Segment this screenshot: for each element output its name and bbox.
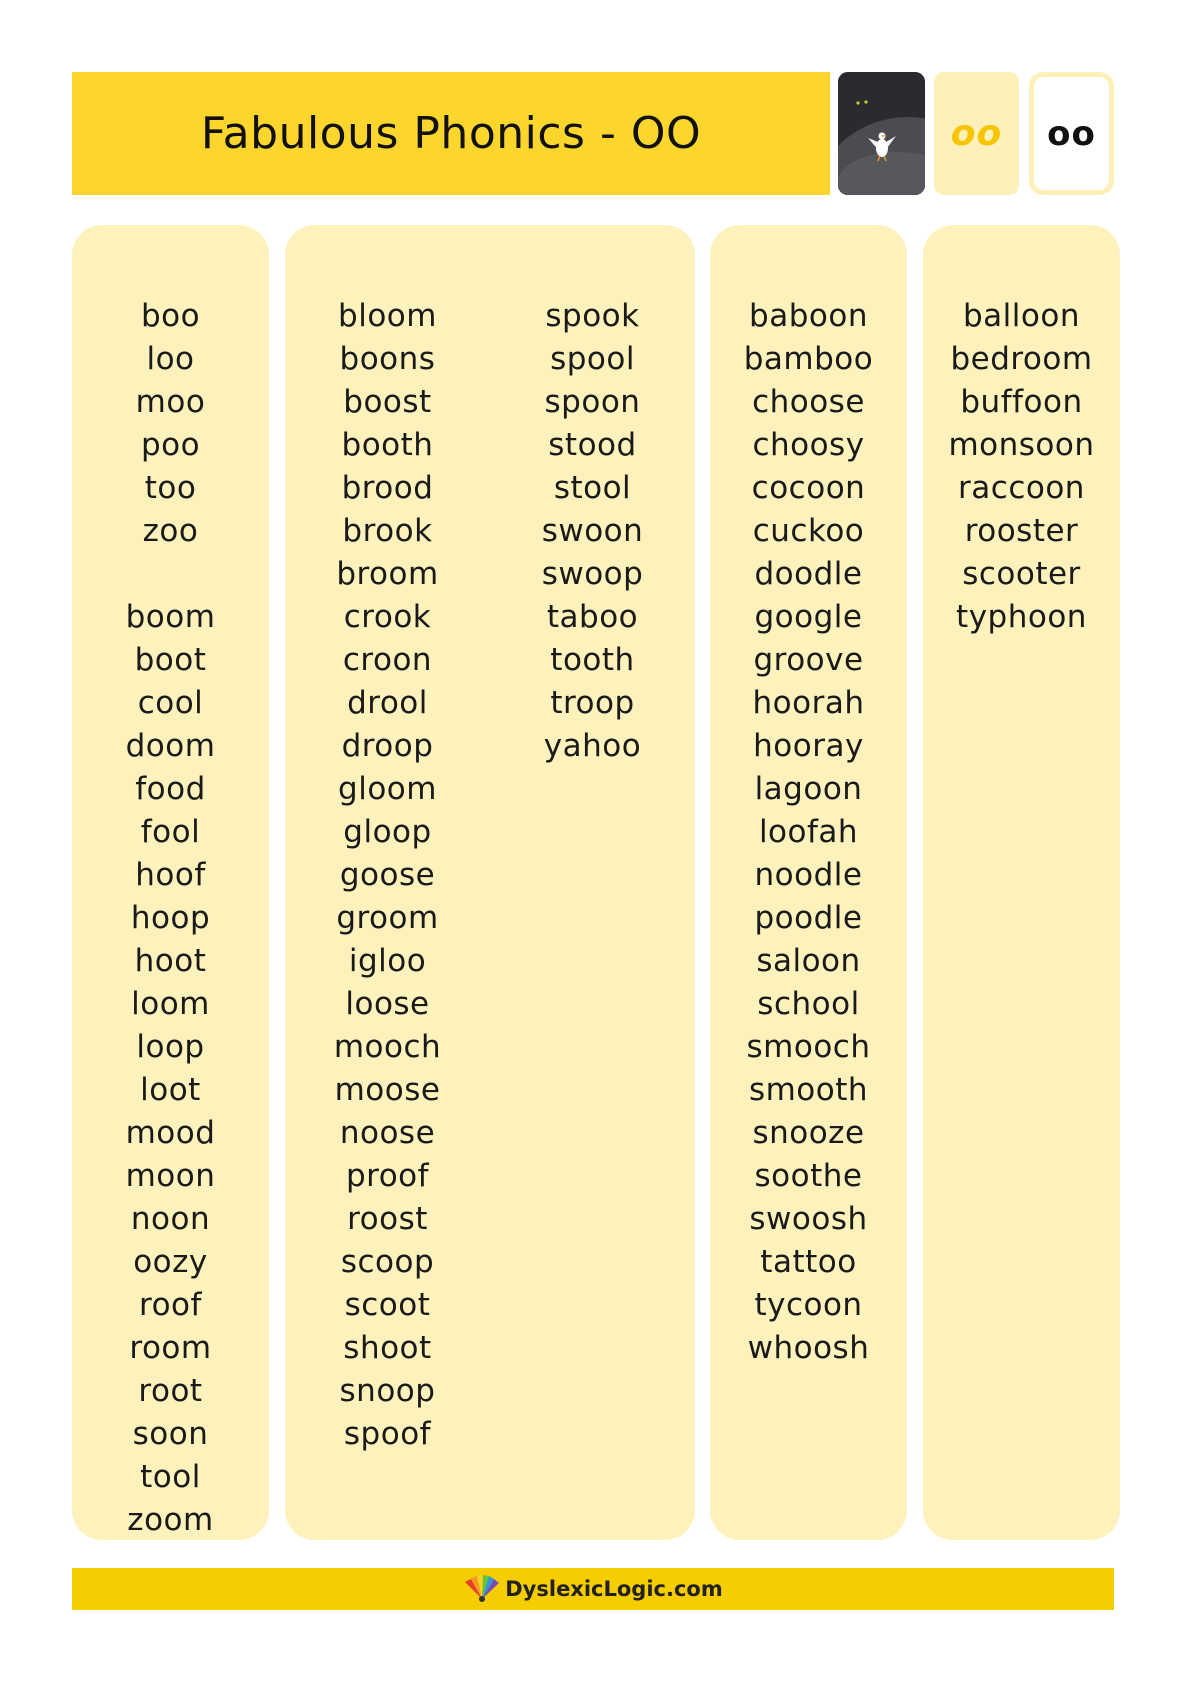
word-list-col3 xyxy=(710,295,907,1370)
word-item: roost xyxy=(347,1201,428,1237)
word-item: poodle xyxy=(754,900,863,936)
word-item: loofah xyxy=(758,814,859,850)
word-list-col2b xyxy=(490,295,695,768)
word-item: bedroom xyxy=(950,341,1093,377)
word-panel-2 xyxy=(285,225,695,1540)
word-item: food xyxy=(135,771,206,807)
word-item: choose xyxy=(752,384,865,420)
word-item: cool xyxy=(137,685,204,721)
footer-logo[interactable] xyxy=(463,1574,722,1604)
word-item: hooray xyxy=(753,728,864,764)
word-item: groove xyxy=(753,642,864,678)
word-item: drool xyxy=(347,685,428,721)
word-item: monsoon xyxy=(948,427,1095,463)
goose-picture-svg xyxy=(838,72,925,195)
word-item: noose xyxy=(339,1115,436,1151)
word-item: brood xyxy=(341,470,434,506)
goose-picture xyxy=(838,72,925,195)
word-item: noodle xyxy=(754,857,863,893)
word-item: poo xyxy=(140,427,201,463)
word-item: hoop xyxy=(130,900,211,936)
word-item: soothe xyxy=(754,1158,863,1194)
word-item: noon xyxy=(130,1201,211,1237)
word-item: cuckoo xyxy=(752,513,865,549)
word-item: gloop xyxy=(343,814,432,850)
word-item: swoosh xyxy=(749,1201,868,1237)
word-item: swoop xyxy=(541,556,644,592)
word-item: tooth xyxy=(550,642,635,678)
word-panel-1 xyxy=(72,225,269,1540)
word-item: igloo xyxy=(348,943,427,979)
word-item: root xyxy=(138,1373,203,1409)
word-item: boo xyxy=(140,298,201,334)
oo-white-tile-inner xyxy=(1034,77,1109,190)
word-item: boom xyxy=(125,599,216,635)
word-item: spoof xyxy=(343,1416,432,1452)
word-item: soon xyxy=(132,1416,209,1452)
title-banner xyxy=(72,72,830,195)
word-item: balloon xyxy=(963,298,1080,334)
word-item: cocoon xyxy=(751,470,866,506)
word-item: taboo xyxy=(546,599,639,635)
word-item: bamboo xyxy=(743,341,874,377)
oo-white-tile xyxy=(1029,72,1114,195)
word-item: mood xyxy=(125,1115,216,1151)
dyslexic-logic-logo xyxy=(463,1574,501,1604)
word-item: doodle xyxy=(754,556,863,592)
word-item: swoon xyxy=(541,513,644,549)
word-item: snooze xyxy=(752,1115,865,1151)
footer-bar xyxy=(72,1568,1114,1610)
word-item: saloon xyxy=(756,943,861,979)
word-item: scoot xyxy=(344,1287,431,1323)
word-item: hoof xyxy=(135,857,206,893)
word-item: google xyxy=(754,599,863,635)
word-group-gap xyxy=(72,553,269,596)
word-item: snoop xyxy=(339,1373,436,1409)
word-item: croon xyxy=(342,642,433,678)
word-item: boost xyxy=(343,384,432,420)
word-item: doom xyxy=(125,728,216,764)
word-item: oozy xyxy=(133,1244,208,1280)
word-list-col1 xyxy=(72,295,269,1542)
word-item: scoop xyxy=(340,1244,435,1280)
word-panel-4 xyxy=(923,225,1120,1540)
word-item: spook xyxy=(545,298,640,334)
word-item: fool xyxy=(140,814,201,850)
oo-yellow-text: oo xyxy=(950,113,1003,154)
word-item: smooch xyxy=(746,1029,871,1065)
word-item: rooster xyxy=(964,513,1079,549)
word-list-col4 xyxy=(923,295,1120,639)
word-item: room xyxy=(129,1330,212,1366)
word-item: stool xyxy=(553,470,632,506)
word-item: moon xyxy=(125,1158,216,1194)
word-item: typhoon xyxy=(956,599,1087,635)
word-item: choosy xyxy=(752,427,865,463)
word-item: zoom xyxy=(127,1502,214,1538)
word-item: tool xyxy=(140,1459,201,1495)
word-item: loom xyxy=(131,986,210,1022)
word-item: broom xyxy=(336,556,439,592)
word-item: boons xyxy=(339,341,436,377)
word-item: moose xyxy=(334,1072,441,1108)
word-item: hoorah xyxy=(752,685,865,721)
word-item: zoo xyxy=(142,513,199,549)
word-item: stood xyxy=(548,427,637,463)
word-item: baboon xyxy=(749,298,868,334)
word-item: spoon xyxy=(544,384,641,420)
word-item: boot xyxy=(134,642,207,678)
page-title: Fabulous Phonics - OO xyxy=(200,108,702,159)
word-item: loop xyxy=(136,1029,205,1065)
word-item: bloom xyxy=(338,298,437,334)
word-item: tattoo xyxy=(760,1244,857,1280)
word-list-col2a xyxy=(285,295,490,1456)
word-item: yahoo xyxy=(543,728,642,764)
word-item: mooch xyxy=(333,1029,442,1065)
word-item: raccoon xyxy=(958,470,1085,506)
word-item: crook xyxy=(343,599,432,635)
word-item: proof xyxy=(345,1158,430,1194)
word-item: gloom xyxy=(338,771,437,807)
word-item: spool xyxy=(550,341,635,377)
oo-white-text: oo xyxy=(1047,113,1096,154)
word-item: roof xyxy=(139,1287,202,1323)
word-item: smooth xyxy=(748,1072,869,1108)
word-item: loo xyxy=(146,341,195,377)
word-item: loose xyxy=(345,986,430,1022)
oo-yellow-tile xyxy=(934,72,1019,195)
word-item: lagoon xyxy=(754,771,863,807)
word-panel-3 xyxy=(710,225,907,1540)
word-item: droop xyxy=(341,728,434,764)
word-item: goose xyxy=(339,857,436,893)
word-item: school xyxy=(757,986,860,1022)
word-item: buffoon xyxy=(960,384,1083,420)
word-item: scooter xyxy=(962,556,1081,592)
word-item: too xyxy=(144,470,197,506)
word-item: hoot xyxy=(134,943,207,979)
word-item: brook xyxy=(342,513,433,549)
word-item: whoosh xyxy=(747,1330,870,1366)
word-item: moo xyxy=(135,384,206,420)
word-item: tycoon xyxy=(754,1287,863,1323)
word-item: shoot xyxy=(343,1330,432,1366)
word-item: troop xyxy=(550,685,635,721)
word-item: groom xyxy=(336,900,439,936)
footer-site-link[interactable]: DyslexicLogic.com xyxy=(505,1577,723,1601)
word-item: loot xyxy=(140,1072,201,1108)
word-item: booth xyxy=(341,427,434,463)
